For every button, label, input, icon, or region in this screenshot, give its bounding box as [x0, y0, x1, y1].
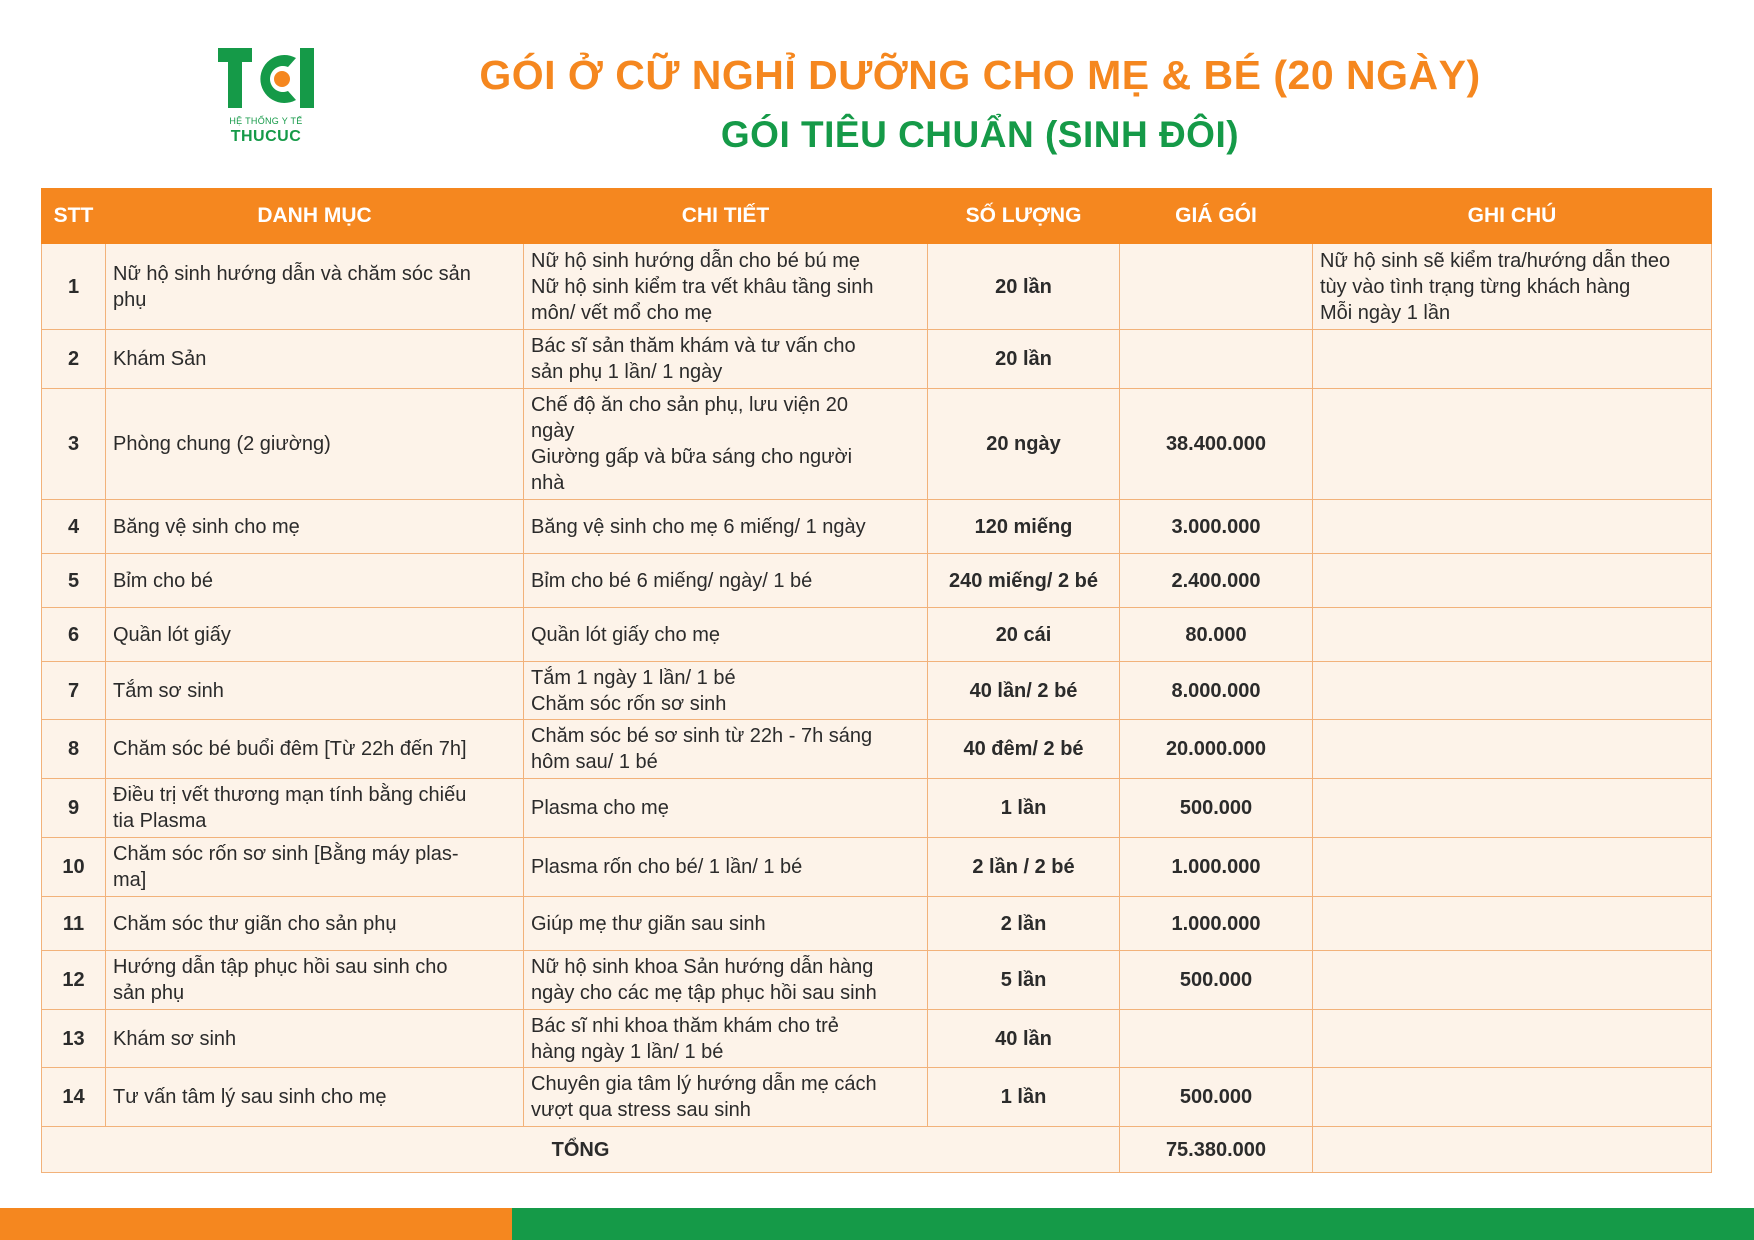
row-detail	[524, 330, 928, 389]
row-category	[106, 554, 524, 608]
row-stt: 3	[42, 389, 106, 500]
row-note	[1313, 951, 1712, 1010]
page-title: GÓI Ở CỮ NGHỈ DƯỠNG CHO MẸ & BÉ (20 NGÀY)	[479, 52, 1481, 98]
row-detail-line: Nữ hộ sinh khoa Sản hướng dẫn hàng	[531, 956, 874, 978]
row-detail	[524, 662, 928, 720]
row-note-line: Nữ hộ sinh sẽ kiểm tra/hướng dẫn theo	[1320, 249, 1671, 272]
row-price: 1.000.000	[1120, 838, 1313, 897]
row-detail-line: Bác sĩ nhi khoa thăm khám cho trẻ	[531, 1014, 839, 1037]
row-note	[1313, 554, 1712, 608]
row-price: 500.000	[1120, 779, 1313, 838]
page-subtitle: GÓI TIÊU CHUẨN (SINH ĐÔI)	[720, 114, 1240, 155]
row-detail	[524, 1010, 928, 1068]
row-category-line: Khám sơ sinh	[113, 1027, 237, 1050]
row-category-line: Tư vấn tâm lý sau sinh cho mẹ	[113, 1086, 387, 1108]
package-table	[41, 188, 1712, 1173]
row-detail-line: môn/ vết mổ cho mẹ	[531, 301, 713, 324]
row-detail-line: Giường gấp và bữa sáng cho người	[531, 446, 853, 468]
row-category-line: Khám Sản	[113, 348, 207, 370]
row-category	[106, 244, 524, 330]
total-note	[1313, 1127, 1712, 1173]
row-detail	[524, 389, 928, 500]
row-price: 3.000.000	[1120, 500, 1313, 554]
row-category	[106, 330, 524, 389]
row-price	[1120, 244, 1313, 330]
header-stt: STT	[42, 189, 106, 244]
row-price: 8.000.000	[1120, 662, 1313, 720]
table-row	[42, 1010, 1712, 1068]
row-detail	[524, 951, 928, 1010]
row-detail-line: Bác sĩ sản thăm khám và tư vấn cho	[531, 335, 856, 357]
row-detail	[524, 500, 928, 554]
table-row	[42, 662, 1712, 720]
row-detail-line: Nữ hộ sinh kiểm tra vết khâu tầng sinh	[531, 275, 874, 298]
row-detail-line: Chế độ ăn cho sản phụ, lưu viện 20	[531, 394, 848, 416]
row-category	[106, 779, 524, 838]
row-category-line: Chăm sóc thư giãn cho sản phụ	[113, 912, 397, 935]
header-quantity: SỐ LƯỢNG	[928, 189, 1120, 244]
table-row	[42, 838, 1712, 897]
table-row	[42, 389, 1712, 500]
table-row	[42, 500, 1712, 554]
footer-bar-orange	[0, 1208, 512, 1240]
header-detail: CHI TIẾT	[524, 189, 928, 244]
row-category	[106, 1010, 524, 1068]
header-price: GIÁ GÓI	[1120, 189, 1313, 244]
table-row	[42, 330, 1712, 389]
row-detail	[524, 554, 928, 608]
row-note	[1313, 662, 1712, 720]
footer-bar-green	[512, 1208, 1754, 1240]
row-note	[1313, 389, 1712, 500]
row-stt: 1	[42, 244, 106, 330]
row-detail-line: hôm sau/ 1 bé	[531, 751, 658, 773]
row-category	[106, 897, 524, 951]
row-stt: 6	[42, 608, 106, 662]
header-note: GHI CHÚ	[1313, 189, 1712, 244]
row-detail-line: Tắm 1 ngày 1 lần/ 1 bé	[531, 666, 736, 689]
row-category-line: Tắm sơ sinh	[113, 679, 224, 702]
row-stt: 14	[42, 1068, 106, 1127]
row-category	[106, 500, 524, 554]
row-quantity: 40 đêm/ 2 bé	[928, 720, 1120, 779]
row-note	[1313, 720, 1712, 779]
row-detail-line: Giúp mẹ thư giãn sau sinh	[531, 912, 766, 935]
row-stt: 10	[42, 838, 106, 897]
row-price: 500.000	[1120, 951, 1313, 1010]
header-category: DANH MỤC	[106, 189, 524, 244]
row-price: 80.000	[1120, 608, 1313, 662]
row-category	[106, 662, 524, 720]
row-note	[1313, 838, 1712, 897]
row-category-line: Hướng dẫn tập phục hồi sau sinh cho	[113, 956, 448, 978]
row-stt: 13	[42, 1010, 106, 1068]
row-category	[106, 951, 524, 1010]
row-category-line: Chăm sóc bé buổi đêm [Từ 22h đến 7h]	[113, 738, 467, 760]
row-stt: 2	[42, 330, 106, 389]
row-category-line: Nữ hộ sinh hướng dẫn và chăm sóc sản	[113, 262, 471, 285]
row-category	[106, 720, 524, 779]
table-row	[42, 554, 1712, 608]
row-quantity: 2 lần / 2 bé	[928, 838, 1120, 897]
row-detail-line: nhà	[531, 472, 565, 494]
row-detail	[524, 720, 928, 779]
row-quantity: 20 cái	[928, 608, 1120, 662]
table-row	[42, 608, 1712, 662]
row-note	[1313, 608, 1712, 662]
table-row	[42, 1068, 1712, 1127]
row-detail-line: Chăm sóc rốn sơ sinh	[531, 692, 727, 715]
row-price: 2.400.000	[1120, 554, 1313, 608]
table-row	[42, 897, 1712, 951]
row-note	[1313, 500, 1712, 554]
row-detail	[524, 897, 928, 951]
row-category-line: sản phụ	[113, 982, 185, 1004]
row-category	[106, 608, 524, 662]
row-note	[1313, 897, 1712, 951]
row-quantity: 120 miếng	[928, 500, 1120, 554]
row-stt: 4	[42, 500, 106, 554]
row-note	[1313, 1068, 1712, 1127]
row-price: 1.000.000	[1120, 897, 1313, 951]
row-detail-line: Băng vệ sinh cho mẹ 6 miếng/ 1 ngày	[531, 515, 866, 538]
row-note	[1313, 1010, 1712, 1068]
row-stt: 7	[42, 662, 106, 720]
row-detail-line: Nữ hộ sinh hướng dẫn cho bé bú mẹ	[531, 249, 860, 272]
logo-subtitle: HỆ THỐNG Y TẾ	[229, 116, 303, 126]
row-quantity: 2 lần	[928, 897, 1120, 951]
row-detail-line: Chăm sóc bé sơ sinh từ 22h - 7h sáng	[531, 725, 873, 747]
row-detail	[524, 244, 928, 330]
row-price: 500.000	[1120, 1068, 1313, 1127]
row-detail-line: Chuyên gia tâm lý hướng dẫn mẹ cách	[531, 1073, 877, 1095]
brand-logo	[216, 44, 326, 154]
row-detail-line: Plasma cho mẹ	[531, 797, 669, 819]
tci-logo-mark	[216, 44, 316, 116]
row-detail	[524, 779, 928, 838]
table-row	[42, 244, 1712, 330]
row-detail-line: Plasma rốn cho bé/ 1 lần/ 1 bé	[531, 856, 803, 878]
row-detail-line: hàng ngày 1 lần/ 1 bé	[531, 1040, 724, 1063]
total-label: TỔNG	[42, 1127, 1120, 1173]
row-category-line: Điều trị vết thương mạn tính bằng chiếu	[113, 784, 467, 806]
table-row	[42, 720, 1712, 779]
row-category-line: Phòng chung (2 giường)	[113, 433, 331, 455]
logo-name: THUCUC	[230, 128, 302, 145]
row-category-line: Bỉm cho bé	[113, 569, 214, 592]
row-quantity: 20 ngày	[928, 389, 1120, 500]
row-detail-line: sản phụ 1 lần/ 1 ngày	[531, 361, 723, 383]
row-detail-line: Bỉm cho bé 6 miếng/ ngày/ 1 bé	[531, 569, 813, 592]
row-price: 38.400.000	[1120, 389, 1313, 500]
row-detail-line: vượt qua stress sau sinh	[531, 1099, 751, 1121]
row-category-line: Băng vệ sinh cho mẹ	[113, 515, 300, 538]
row-stt: 11	[42, 897, 106, 951]
row-stt: 12	[42, 951, 106, 1010]
row-note	[1313, 779, 1712, 838]
row-stt: 9	[42, 779, 106, 838]
row-quantity: 240 miếng/ 2 bé	[928, 554, 1120, 608]
row-category	[106, 838, 524, 897]
total-value: 75.380.000	[1120, 1127, 1313, 1173]
row-detail	[524, 838, 928, 897]
row-detail	[524, 608, 928, 662]
row-detail-line: Quần lót giấy cho mẹ	[531, 623, 720, 646]
row-price	[1120, 330, 1313, 389]
row-category-line: tia Plasma	[113, 810, 207, 832]
table-row	[42, 951, 1712, 1010]
row-category-line: phụ	[113, 288, 147, 311]
row-quantity: 1 lần	[928, 1068, 1120, 1127]
row-quantity: 40 lần/ 2 bé	[928, 662, 1120, 720]
table-header-row	[42, 189, 1712, 244]
row-quantity: 40 lần	[928, 1010, 1120, 1068]
table-body	[42, 244, 1712, 1127]
row-quantity: 20 lần	[928, 330, 1120, 389]
row-price: 20.000.000	[1120, 720, 1313, 779]
row-quantity: 5 lần	[928, 951, 1120, 1010]
row-quantity: 1 lần	[928, 779, 1120, 838]
row-stt: 8	[42, 720, 106, 779]
row-note-line: tùy vào tình trạng từng khách hàng	[1320, 275, 1631, 298]
row-category	[106, 389, 524, 500]
row-note-line: Mỗi ngày 1 lần	[1320, 301, 1451, 324]
row-category-line: Quần lót giấy	[113, 623, 231, 646]
table-row	[42, 779, 1712, 838]
row-note	[1313, 244, 1712, 330]
row-detail-line: ngày	[531, 420, 575, 442]
row-price	[1120, 1010, 1313, 1068]
row-category	[106, 1068, 524, 1127]
row-category-line: Chăm sóc rốn sơ sinh [Bằng máy plas-	[113, 843, 459, 865]
row-detail	[524, 1068, 928, 1127]
total-row	[42, 1127, 1712, 1173]
row-category-line: ma]	[113, 869, 147, 891]
row-quantity: 20 lần	[928, 244, 1120, 330]
row-detail-line: ngày cho các mẹ tập phục hồi sau sinh	[531, 982, 877, 1004]
row-stt: 5	[42, 554, 106, 608]
row-note	[1313, 330, 1712, 389]
